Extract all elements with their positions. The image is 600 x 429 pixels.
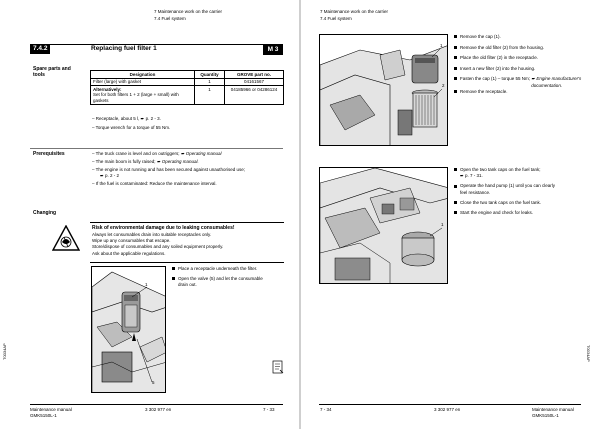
figure-hand-pump: [319, 167, 448, 284]
table-row: [91, 86, 284, 105]
step-item: [454, 89, 591, 96]
note-text: Receptacle, about 5 l, ➨ p. 2 - 3.: [95, 116, 161, 121]
cross-reference: ➨ p. 2 - 2: [100, 173, 120, 178]
cross-reference: ➨ Operating manual.: [156, 159, 199, 164]
column-header: Quantity: [195, 71, 225, 79]
warning-line: Wipe up any consumables that escape.: [92, 238, 171, 244]
section-number: 7.4.2: [30, 44, 50, 54]
step-item: [454, 34, 591, 41]
left-header-section: 7.4 Fuel system: [154, 16, 186, 21]
step-bullet-icon: [454, 211, 457, 214]
item-text: The main boom is fully raised;: [95, 159, 157, 164]
prerequisites-heading: Prerequisites: [33, 151, 65, 157]
changing-heading: Changing: [33, 210, 57, 216]
step-continuation: drain out.: [178, 282, 197, 287]
footer-doc-number: 3 302 977 en: [145, 407, 172, 412]
list-item: – If the fuel is contaminated: Reduce the maintenance interval.: [92, 181, 217, 186]
item-text: If the fuel is contaminated: Reduce the maintenance interval.: [95, 181, 217, 186]
designation-text: Set for both filters 1 + 2 (large + small) with gaskets: [93, 92, 179, 103]
step-text: Insert a new filter (2) into the housing.: [460, 65, 536, 71]
step-item: [454, 200, 555, 206]
warning-title: Risk of environmental damage due to leaking consumables!: [92, 225, 235, 231]
step-bullet-icon: [454, 185, 457, 188]
warning-lines: [92, 232, 223, 257]
step-bullet-icon: [454, 168, 457, 171]
maintenance-level-badge: M 3: [263, 45, 283, 55]
section-title: Replacing fuel filter 1: [91, 45, 157, 52]
list-item: – The main boom is fully raised; ➨ Operating manual.: [92, 159, 199, 164]
list-item: – The engine is not running and has been secured against unauthorised use;: [92, 167, 246, 172]
warning-line: Always let consumables drain into suitable receptacles only.: [92, 232, 212, 237]
right-page: [301, 0, 600, 429]
table-cell: Filter (large) with gasket: [91, 78, 195, 86]
step-bullet-icon: [454, 90, 457, 93]
figure-filter-housing: [319, 34, 448, 146]
step-bullet-icon: [454, 67, 457, 70]
step-text: Operate the hand pump (1) until you can clearly: [460, 183, 556, 189]
item-text: The engine is not running and has been secured against unauthorised use;: [95, 167, 246, 172]
warning-line: Ask about the applicable regulations.: [92, 250, 166, 256]
step-item: [172, 266, 263, 272]
step-item: [454, 55, 591, 62]
column-header: GROVE part no.: [225, 71, 284, 79]
table-cell: 04185966 or 04286124: [225, 86, 284, 105]
step-bullet-icon: [172, 267, 175, 270]
step-bullet-icon: [454, 35, 457, 38]
footer-model: GMK5150L-1: [30, 413, 57, 418]
table-row: [91, 78, 284, 86]
note-icon: [272, 360, 284, 374]
step-text: Place the old filter (2) in the receptacle.: [460, 55, 539, 60]
footer-manual: Maintenance manual: [30, 407, 72, 412]
warning-line: Store/dispose of consumables and any soiled equipment properly.: [92, 244, 224, 250]
pump-steps: [454, 167, 555, 216]
figure-fuel-filter-drain: [91, 266, 166, 393]
step-text: Open the two tank caps on the fuel tank;: [460, 167, 541, 172]
cross-reference: ➨ Operating manual: [180, 151, 222, 156]
footer-doc-number: 3 302 977 en: [434, 407, 461, 412]
step-continuation: ➨ p. 7 - 31.: [460, 173, 483, 179]
step-item: [454, 76, 591, 89]
right-header-section: 7.4 Fuel system: [320, 16, 352, 21]
step-text: Fasten the cap (1) – torque 55 Nm;: [460, 76, 532, 81]
step-continuation: feel resistance.: [460, 189, 491, 195]
callout-label: 2: [442, 83, 445, 88]
footer-manual: Maintenance manual: [532, 407, 574, 412]
step-text: Start the engine and check for leaks.: [460, 210, 534, 216]
table-cell: 04161567: [225, 78, 284, 86]
list-item-continuation: [92, 173, 245, 179]
step-bullet-icon: [172, 277, 175, 280]
step-text: Close the two tank caps on the fuel tank.: [460, 199, 542, 205]
step-item: [454, 45, 591, 52]
footer-model: GMK5150L-1: [532, 413, 559, 418]
table-cell: [91, 86, 195, 105]
column-header: Designation: [91, 71, 195, 79]
side-code: T0034AP: [586, 345, 591, 362]
step-text: Remove the receptacle.: [460, 89, 508, 94]
footer-page-number: 7 - 33: [263, 407, 275, 412]
replace-steps: [454, 34, 591, 96]
spare-parts-heading: Spare parts and: [33, 66, 71, 72]
left-header-chapter: 7 Maintenance work on the carrier: [154, 9, 223, 14]
callout-label: 1: [441, 222, 444, 227]
side-code: T0034AP: [2, 343, 7, 360]
step-item: [454, 183, 555, 189]
footer-page-number: 7 - 34: [320, 407, 332, 412]
environmental-warning-icon: [52, 225, 80, 251]
list-item: – The truck crane is level and on outriggers; ➨ Operating manual: [92, 151, 222, 156]
list-item: – Torque wrench for a torque of 55 Nm.: [92, 125, 171, 130]
spare-parts-table: [90, 70, 284, 105]
step-item: [454, 66, 591, 73]
table-cell: 1: [195, 78, 225, 86]
spare-parts-notes: [92, 116, 170, 131]
right-header-chapter: 7 Maintenance work on the carrier: [320, 9, 389, 14]
callout-label: 1: [440, 43, 443, 48]
list-item: – Receptacle, about 5 l, ➨ p. 2 - 3.: [92, 116, 161, 121]
table-header-row: [91, 71, 284, 79]
spare-parts-heading-2: tools: [33, 72, 45, 78]
step-item: [454, 210, 555, 216]
step-text: Place a receptacle underneath the filter.: [178, 266, 258, 271]
prerequisites-list: [92, 151, 245, 187]
table-cell: 1: [195, 86, 225, 105]
step-bullet-icon: [454, 56, 457, 59]
cross-reference: ➨ Engine manufacturer's documentation.: [531, 76, 582, 88]
step-bullet-icon: [454, 46, 457, 49]
drain-steps: [172, 266, 263, 288]
callout-label: 5: [152, 380, 155, 385]
note-text: Torque wrench for a torque of 55 Nm.: [95, 125, 171, 130]
item-text: The truck crane is level and on outriggers;: [95, 151, 181, 156]
callout-label: 1: [145, 282, 148, 287]
step-bullet-icon: [454, 201, 457, 204]
step-text: Remove the cap (1).: [460, 34, 501, 39]
alternatively-label: Alternatively:: [93, 86, 122, 92]
step-bullet-icon: [454, 77, 457, 80]
step-text: Open the valve (5) and let the consumable: [178, 276, 263, 281]
step-text: Remove the old filter (2) from the housing.: [460, 44, 545, 50]
